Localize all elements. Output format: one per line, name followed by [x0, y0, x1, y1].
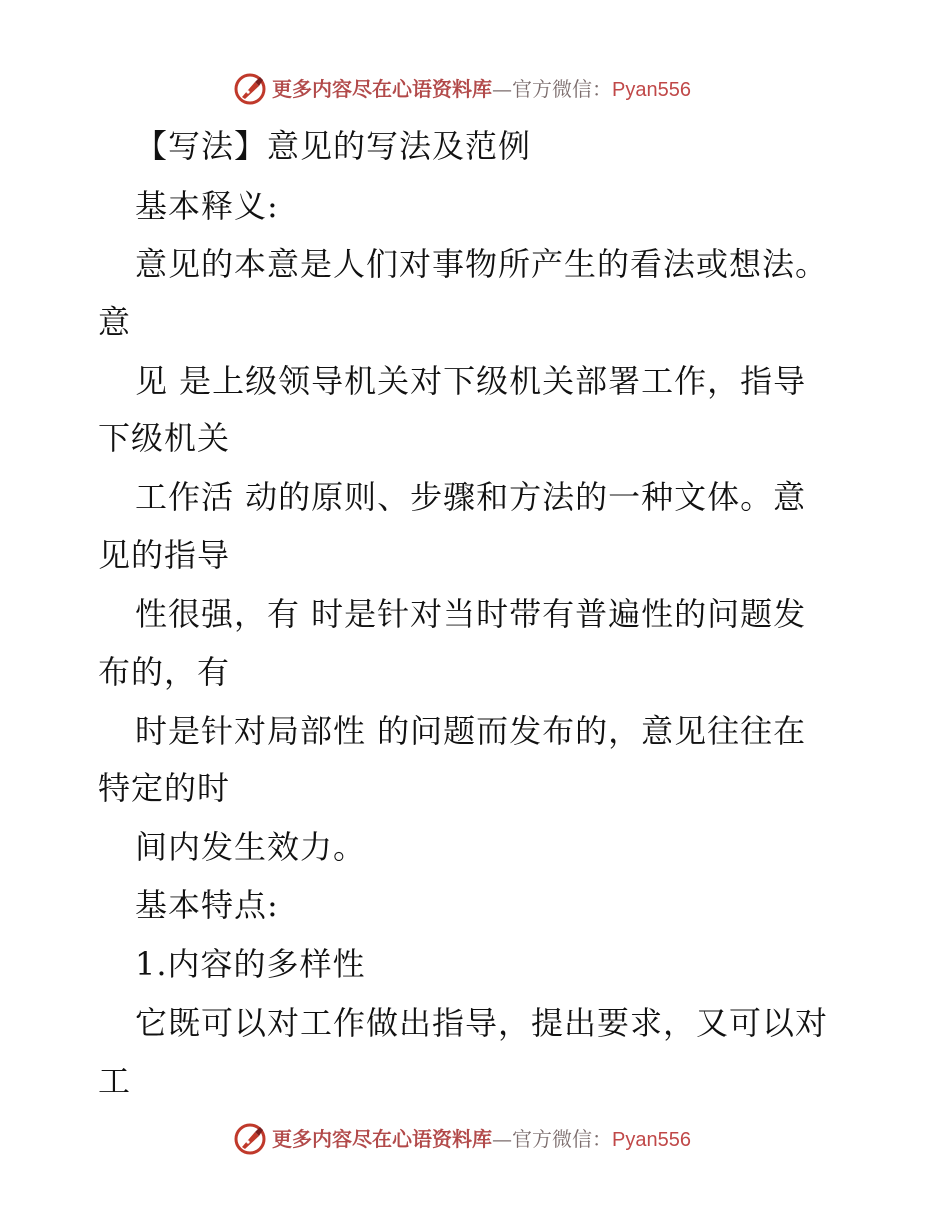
- document-line: 布的，有: [98, 653, 231, 691]
- document-line: 间内发生效力。: [135, 828, 367, 866]
- document-line: 意: [98, 303, 132, 341]
- document-line: 见的指导: [98, 536, 231, 574]
- header-banner-text: [272, 77, 691, 102]
- document-line: 特定的时: [98, 769, 231, 807]
- footer-banner-main: 更多内容尽在心语资料库: [272, 1127, 492, 1151]
- document-line: 基本释义:: [135, 187, 279, 225]
- document-line: 下级机关: [98, 419, 231, 457]
- document-title: 【写法】意见的写法及范例: [135, 127, 532, 165]
- footer-banner-text: [272, 1127, 691, 1152]
- footer-banner: [0, 1120, 950, 1160]
- document-line: 意见的本意是人们对事物所产生的看法或想法。: [135, 245, 829, 283]
- pen-nib-logo-icon: [233, 72, 267, 106]
- footer-banner-id: Pyan556: [612, 1129, 691, 1151]
- document-line: 见 是上级领导机关对下级机关部署工作，指导: [135, 362, 807, 400]
- document-line: 1.内容的多样性: [135, 945, 366, 983]
- pen-nib-logo-icon: [233, 1122, 267, 1156]
- document-line: 它既可以对工作做出指导，提出要求，又可以对: [135, 1004, 829, 1042]
- header-banner-main: 更多内容尽在心语资料库: [272, 77, 492, 101]
- document-line: 时是针对局部性 的问题而发布的，意见往往在: [135, 712, 807, 750]
- header-banner: [0, 70, 950, 110]
- header-banner-id: Pyan556: [612, 79, 691, 101]
- header-banner-sub: —官方微信：: [492, 77, 612, 101]
- document-line: 性很强，有 时是针对当时带有普遍性的问题发: [135, 595, 807, 633]
- footer-banner-sub: —官方微信：: [492, 1127, 612, 1151]
- document-line: 工作活 动的原则、步骤和方法的一种文体。意: [135, 478, 807, 516]
- document-line: 工: [98, 1062, 132, 1100]
- document-line: 基本特点:: [135, 886, 279, 924]
